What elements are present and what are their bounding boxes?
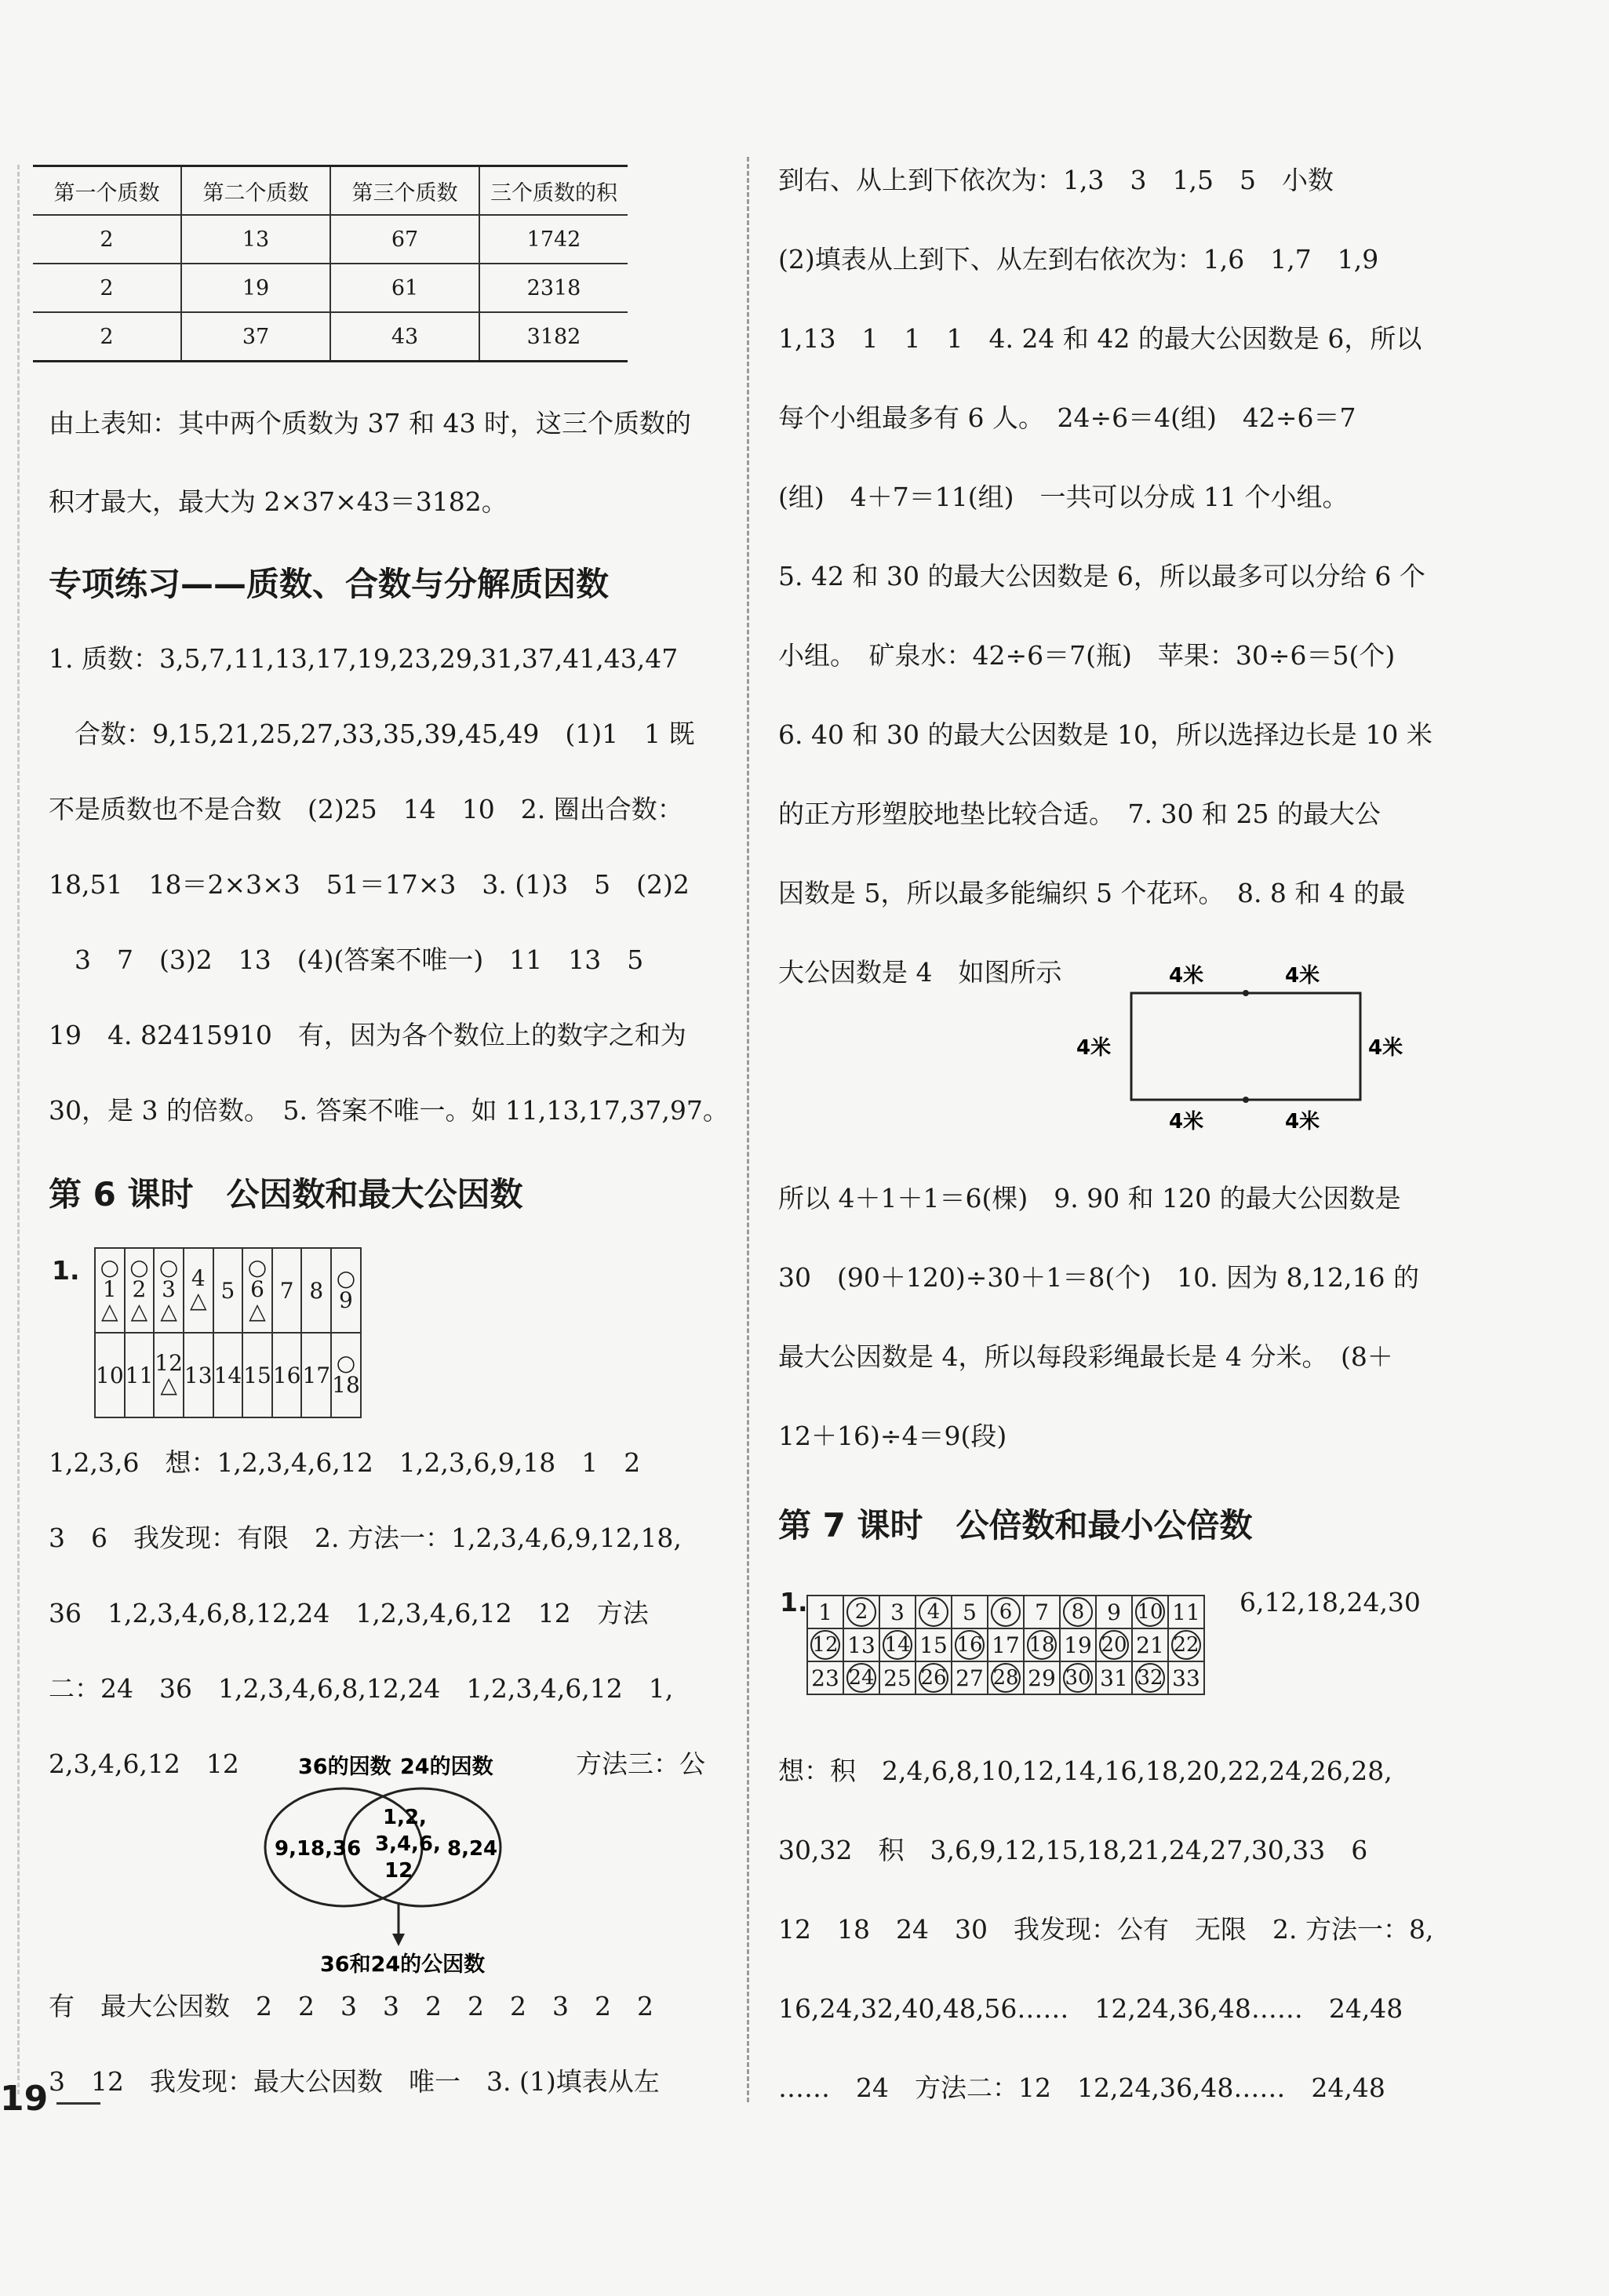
grid-cell (843, 1661, 879, 1694)
text-line: 二：24 36 1,2,3,4,6,8,12,24 1,2,3,4,6,12 1, (49, 1673, 674, 1704)
circled-number: 12 (810, 1630, 840, 1660)
grid-row (807, 1628, 1204, 1661)
text-line: …… 24 方法二：12 12,24,36,48…… 24,48 (778, 2072, 1385, 2103)
tree-dot (1243, 990, 1249, 996)
rectangle-diagram (1067, 957, 1412, 1145)
table-cell: 13 (181, 215, 330, 264)
table-cell: ○ 1 △ (95, 1248, 125, 1333)
table-row (33, 264, 628, 312)
grid-cell (1096, 1628, 1132, 1661)
text-line: 有 最大公因数 2 2 3 3 2 2 2 3 2 2 (49, 1991, 653, 2021)
table-row (95, 1248, 361, 1333)
text-line: 积才最大，最大为 2×37×43＝3182。 (49, 486, 508, 517)
table-cell: 1742 (479, 215, 628, 264)
cell-number: 3 (162, 1276, 176, 1302)
table-cell: 2 (33, 312, 181, 362)
table-cell: 11 (125, 1333, 155, 1417)
side-label: 4米 (1368, 1036, 1403, 1060)
grid-cell (988, 1596, 1024, 1628)
column-divider (747, 157, 749, 2102)
text-line: 最大公因数是 4，所以每段彩绳最长是 4 分米。 (8＋ (778, 1341, 1393, 1372)
grid-cell: 13 (843, 1628, 879, 1661)
section-heading: 专项练习——质数、合数与分解质因数 (49, 565, 610, 603)
grid-cell (916, 1596, 952, 1628)
grid-cell: 11 (1168, 1596, 1204, 1628)
lesson-heading: 第 6 课时 公因数和最大公因数 (49, 1175, 523, 1213)
grid-cell: 1 (807, 1596, 843, 1628)
grid-cell (916, 1661, 952, 1694)
text-line: 12＋16)÷4＝9(段) (778, 1421, 1007, 1451)
text-line: 1,2,3,6 想：1,2,3,4,6,12 1,2,3,6,9,18 1 2 (49, 1447, 641, 1478)
text-line: 的正方形塑胶地垫比较合适。 7. 30 和 25 的最大公 (778, 799, 1381, 829)
text-line: 3 6 我发现：有限 2. 方法一：1,2,3,4,6,9,12,18, (49, 1523, 682, 1553)
grid-cell (879, 1628, 916, 1661)
venn-left-label: 36的因数 (298, 1755, 391, 1779)
side-label: 4米 (1285, 964, 1320, 988)
venn-right-set: 8,24 (447, 1837, 498, 1861)
table-cell: 43 (330, 312, 479, 362)
cell-number: 18 (332, 1372, 360, 1398)
grid-cell: 15 (916, 1628, 952, 1661)
table-cell: 61 (330, 264, 479, 312)
table-row (33, 312, 628, 362)
factor-table (94, 1247, 362, 1418)
lesson-heading: 第 7 课时 公倍数和最小公倍数 (778, 1506, 1253, 1545)
grid-cell: 17 (988, 1628, 1024, 1661)
circled-number: 4 (919, 1597, 948, 1627)
grid-cell (1060, 1661, 1096, 1694)
grid-cell (1024, 1628, 1060, 1661)
venn-diagram (251, 1745, 565, 1981)
grid-cell: 31 (1096, 1661, 1132, 1694)
text-line: 1. 质数：3,5,7,11,13,17,19,23,29,31,37,41,43,47 (49, 643, 679, 674)
circled-number: 28 (991, 1663, 1021, 1693)
table-header: 第一个质数 (33, 166, 181, 216)
circled-number: 6 (991, 1597, 1021, 1627)
question-number: 1. (52, 1255, 80, 1286)
side-label: 4米 (1169, 1110, 1204, 1133)
grid-cell: 3 (879, 1596, 916, 1628)
circled-number: 22 (1171, 1630, 1201, 1660)
table-header: 第三个质数 (330, 166, 479, 216)
circled-number: 20 (1099, 1630, 1129, 1660)
text-line: 5. 42 和 30 的最大公因数是 6，所以最多可以分给 6 个 (778, 561, 1425, 591)
text-line: 方法三：公 (576, 1748, 705, 1779)
table-cell: 37 (181, 312, 330, 362)
table-header: 第二个质数 (181, 166, 330, 216)
grid-cell (1060, 1596, 1096, 1628)
text-line: 1,13 1 1 1 4. 24 和 42 的最大公因数是 6，所以 (778, 323, 1422, 354)
circled-number: 10 (1135, 1597, 1165, 1627)
table-cell: ○ 2 △ (125, 1248, 155, 1333)
grid-cell (843, 1596, 879, 1628)
table-cell: 13 (184, 1333, 213, 1417)
grid-row (807, 1661, 1204, 1694)
circled-number: 14 (883, 1630, 912, 1660)
text-line: 合数：9,15,21,25,27,33,35,39,45,49 (1)1 1 既 (49, 719, 695, 749)
text-line: 2,3,4,6,12 12 (49, 1748, 239, 1779)
table-row (95, 1333, 361, 1417)
venn-caption: 36和24的公因数 (320, 1952, 486, 1977)
table-cell: ○ 9 (331, 1248, 361, 1333)
circled-number: 26 (919, 1663, 948, 1693)
table-cell: 17 (301, 1333, 331, 1417)
venn-center-set: 3,4,6, (375, 1832, 441, 1856)
table-cell: 5 (213, 1248, 243, 1333)
circled-number: 2 (846, 1597, 876, 1627)
circled-number: 16 (955, 1630, 985, 1660)
grid-cell (1132, 1596, 1168, 1628)
table-cell: 19 (181, 264, 330, 312)
grid-cell: 33 (1168, 1661, 1204, 1694)
grid-cell: 25 (879, 1661, 916, 1694)
table-cell: 4 △ (184, 1248, 213, 1333)
grid-cell: 23 (807, 1661, 843, 1694)
grid-cell: 29 (1024, 1661, 1060, 1694)
table-row (33, 215, 628, 264)
page-number: 19 (0, 2079, 49, 2119)
page-number-dash (56, 2102, 100, 2105)
text-line: 12 18 24 30 我发现：公有 无限 2. 方法一：8, (778, 1914, 1434, 1945)
grid-cell (1132, 1661, 1168, 1694)
text-line: 3 12 我发现：最大公因数 唯一 3. (1)填表从左 (49, 2066, 660, 2097)
text-line: 30，是 3 的倍数。 5. 答案不唯一。如 11,13,17,37,97。 (49, 1095, 729, 1126)
tree-dot (1243, 1097, 1249, 1103)
cell-number: 6 (250, 1276, 264, 1302)
text-line: 到右、从上到下依次为：1,3 3 1,5 5 小数 (778, 165, 1334, 195)
table-cell: 2 (33, 264, 181, 312)
venn-left-set: 9,18,36 (275, 1837, 362, 1861)
side-label: 4米 (1169, 964, 1204, 988)
grid-cell: 7 (1024, 1596, 1060, 1628)
text-line: 19 4. 82415910 有，因为各个数位上的数字之和为 (49, 1020, 686, 1050)
circled-number: 32 (1135, 1663, 1165, 1693)
text-line: 小组。 矿泉水：42÷6＝7(瓶) 苹果：30÷6＝5(个) (778, 640, 1396, 671)
circled-number: 30 (1063, 1663, 1093, 1693)
cell-number: 12 (155, 1350, 183, 1376)
table-header-row (33, 166, 628, 216)
circled-number: 24 (846, 1663, 876, 1693)
prime-product-table (33, 165, 628, 362)
circled-number: 18 (1027, 1630, 1057, 1660)
text-line: 因数是 5，所以最多能编织 5 个花环。 8. 8 和 4 的最 (778, 878, 1406, 908)
table-cell: 16 (272, 1333, 302, 1417)
grid-cell (952, 1628, 988, 1661)
text-line: 每个小组最多有 6 人。 24÷6＝4(组) 42÷6＝7 (778, 402, 1356, 433)
text-line: 16,24,32,40,48,56…… 12,24,36,48…… 24,48 (778, 1993, 1403, 2024)
cell-number: 9 (339, 1287, 353, 1313)
text-line: 6. 40 和 30 的最大公因数是 10，所以选择边长是 10 米 (778, 719, 1432, 750)
text-line: 30,32 积 3,6,9,12,15,18,21,24,27,30,33 6 (778, 1835, 1368, 1865)
table-cell: 10 (95, 1333, 125, 1417)
binding-edge (17, 165, 20, 2094)
table-header: 三个质数的积 (479, 166, 628, 216)
grid-cell: 5 (952, 1596, 988, 1628)
venn-right-label: 24的因数 (400, 1755, 493, 1779)
grid-cell (807, 1628, 843, 1661)
table-cell: 15 (242, 1333, 272, 1417)
table-cell: ○ 3 △ (154, 1248, 184, 1333)
text-line: 大公因数是 4 如图所示 (778, 957, 1062, 988)
table-cell: ○ 18 (331, 1333, 361, 1417)
venn-arrow-head (392, 1934, 405, 1946)
question-number: 1. (780, 1587, 808, 1617)
text-line: (2)填表从上到下、从左到右依次为：1,6 1,7 1,9 (778, 244, 1379, 275)
cell-number: 1 (102, 1276, 117, 1302)
table-cell: 2318 (479, 264, 628, 312)
grid-cell: 27 (952, 1661, 988, 1694)
number-grid (806, 1595, 1205, 1695)
table-cell: ○ 6 △ (242, 1248, 272, 1333)
circled-number: 8 (1063, 1597, 1093, 1627)
cell-number: 4 (191, 1265, 206, 1291)
text-line: 不是质数也不是合数 (2)25 14 10 2. 圈出合数： (49, 794, 683, 824)
grid-cell (1168, 1628, 1204, 1661)
venn-center-set: 12 (384, 1859, 413, 1883)
table-cell: 8 (301, 1248, 331, 1333)
table-cell: 14 (213, 1333, 243, 1417)
garden-rectangle (1131, 993, 1360, 1100)
text-line: 6,12,18,24,30 (1240, 1587, 1421, 1617)
text-line: (组) 4＋7＝11(组) 一共可以分成 11 个小组。 (778, 482, 1349, 512)
grid-row (807, 1596, 1204, 1628)
grid-cell: 21 (1132, 1628, 1168, 1661)
venn-center-set: 1,2, (383, 1806, 427, 1829)
text-line: 3 7 (3)2 13 (4)(答案不唯一) 11 13 5 (49, 944, 644, 975)
table-cell: 3182 (479, 312, 628, 362)
grid-cell: 19 (1060, 1628, 1096, 1661)
text-line: 30 (90＋120)÷30＋1＝8(个) 10. 因为 8,12,16 的 (778, 1262, 1420, 1293)
grid-cell: 9 (1096, 1596, 1132, 1628)
side-label: 4米 (1285, 1110, 1320, 1133)
table-cell: 2 (33, 215, 181, 264)
text-line: 36 1,2,3,4,6,8,12,24 1,2,3,4,6,12 12 方法 (49, 1598, 649, 1628)
grid-cell (988, 1661, 1024, 1694)
text-line: 18,51 18＝2×3×3 51＝17×3 3. (1)3 5 (2)2 (49, 869, 690, 900)
text-line: 所以 4＋1＋1＝6(棵) 9. 90 和 120 的最大公因数是 (778, 1183, 1401, 1213)
text-line: 想：积 2,4,6,8,10,12,14,16,18,20,22,24,26,28, (778, 1756, 1392, 1786)
text-line: 由上表知：其中两个质数为 37 和 43 时，这三个质数的 (49, 408, 691, 438)
table-cell: 12 △ (154, 1333, 184, 1417)
side-label: 4米 (1076, 1036, 1112, 1060)
table-cell: 7 (272, 1248, 302, 1333)
cell-number: 2 (132, 1276, 147, 1302)
table-cell: 67 (330, 215, 479, 264)
